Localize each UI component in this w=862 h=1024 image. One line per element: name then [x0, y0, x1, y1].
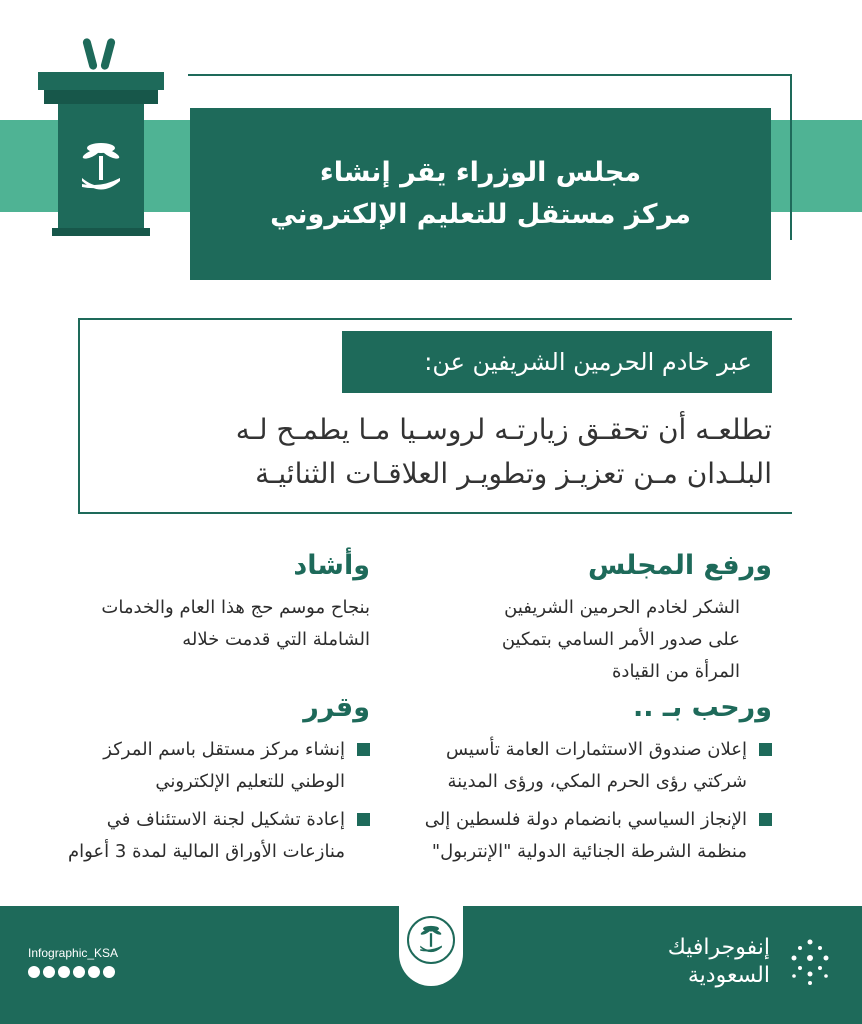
- decided-item-1-line-2: الوطني للتعليم الإلكتروني: [155, 771, 345, 792]
- council-raised-text-3: المرأة من القيادة: [612, 661, 740, 682]
- brand-line-1: إنفوجرافيك: [667, 935, 770, 960]
- podium-lip: [44, 90, 158, 104]
- right-column-top: [432, 548, 772, 688]
- heading-praised: وأشاد: [293, 550, 370, 581]
- bullet-square-icon: [357, 813, 370, 826]
- saudi-emblem-icon: [407, 916, 455, 964]
- council-raised-text-1: الشكر لخادم الحرمين الشريفين: [504, 597, 740, 618]
- title-box: [190, 108, 771, 280]
- quote-line-1: تطلعـه أن تحقـق زيارتـه لروسـيا مـا يطمـح لـه: [235, 413, 772, 446]
- youtube-icon[interactable]: [58, 966, 70, 978]
- brand-line-2: السعودية: [687, 963, 770, 988]
- list-item: [412, 804, 772, 868]
- heading-decided: وقرر: [303, 692, 370, 723]
- right-column-bottom: [412, 690, 772, 874]
- social-handle[interactable]: Infographic_KSA: [28, 946, 119, 960]
- section-label: عبر خادم الحرمين الشريفين عن:: [342, 331, 772, 393]
- praised-text-1: بنجاح موسم حج هذا العام والخدمات: [101, 597, 370, 618]
- list-item: [412, 734, 772, 798]
- title-line-2: مركز مستقل للتعليم الإلكتروني: [270, 199, 691, 230]
- social-icons: [28, 966, 115, 978]
- twitter-icon[interactable]: [28, 966, 40, 978]
- heading-council-raised: ورفع المجلس: [588, 550, 772, 581]
- snapchat-icon[interactable]: [73, 966, 85, 978]
- telegram-icon[interactable]: [103, 966, 115, 978]
- brand-dots-icon: [790, 938, 830, 986]
- decided-item-2-line-1: إعادة تشكيل لجنة الاستئناف في: [106, 809, 345, 830]
- quote-line-2: البلـدان مـن تعزيـز وتطويـر العلاقـات الثنائيـة: [255, 457, 772, 490]
- title-line-1: مجلس الوزراء يقر إنشاء: [319, 157, 642, 188]
- bullet-square-icon: [759, 743, 772, 756]
- microphone-icon: [82, 38, 98, 71]
- saudi-emblem-icon: [78, 138, 124, 198]
- podium-base: [52, 228, 150, 236]
- podium-illustration: [38, 38, 164, 238]
- brand-logo-text: [668, 934, 770, 990]
- heading-welcomed: ورحب بـ ..: [632, 692, 772, 723]
- list-item: [60, 734, 370, 798]
- left-column-bottom: [60, 690, 370, 874]
- decided-item-1-line-1: إنشاء مركز مستقل باسم المركز: [103, 739, 345, 760]
- welcomed-item-2-line-1: الإنجاز السياسي بانضمام دولة فلسطين إلى: [424, 809, 747, 830]
- podium-top: [38, 72, 164, 90]
- welcomed-item-1-line-1: إعلان صندوق الاستثمارات العامة تأسيس: [445, 739, 747, 760]
- facebook-icon[interactable]: [43, 966, 55, 978]
- praised-text-2: الشاملة التي قدمت خلاله: [182, 629, 370, 650]
- list-item: [60, 804, 370, 868]
- left-column-top: [60, 548, 370, 656]
- decided-item-2-line-2: منازعات الأوراق المالية لمدة 3 أعوام: [67, 841, 345, 862]
- council-raised-text-2: على صدور الأمر السامي بتمكين: [501, 629, 740, 650]
- bullet-square-icon: [357, 743, 370, 756]
- welcomed-item-1-line-2: شركتي رؤى الحرم المكي، ورؤى المدينة: [447, 771, 747, 792]
- microphone-icon: [100, 38, 116, 71]
- bullet-square-icon: [759, 813, 772, 826]
- welcomed-item-2-line-2: منظمة الشرطة الجنائية الدولية "الإنتربول": [431, 841, 747, 862]
- instagram-icon[interactable]: [88, 966, 100, 978]
- quote-text: [120, 408, 772, 496]
